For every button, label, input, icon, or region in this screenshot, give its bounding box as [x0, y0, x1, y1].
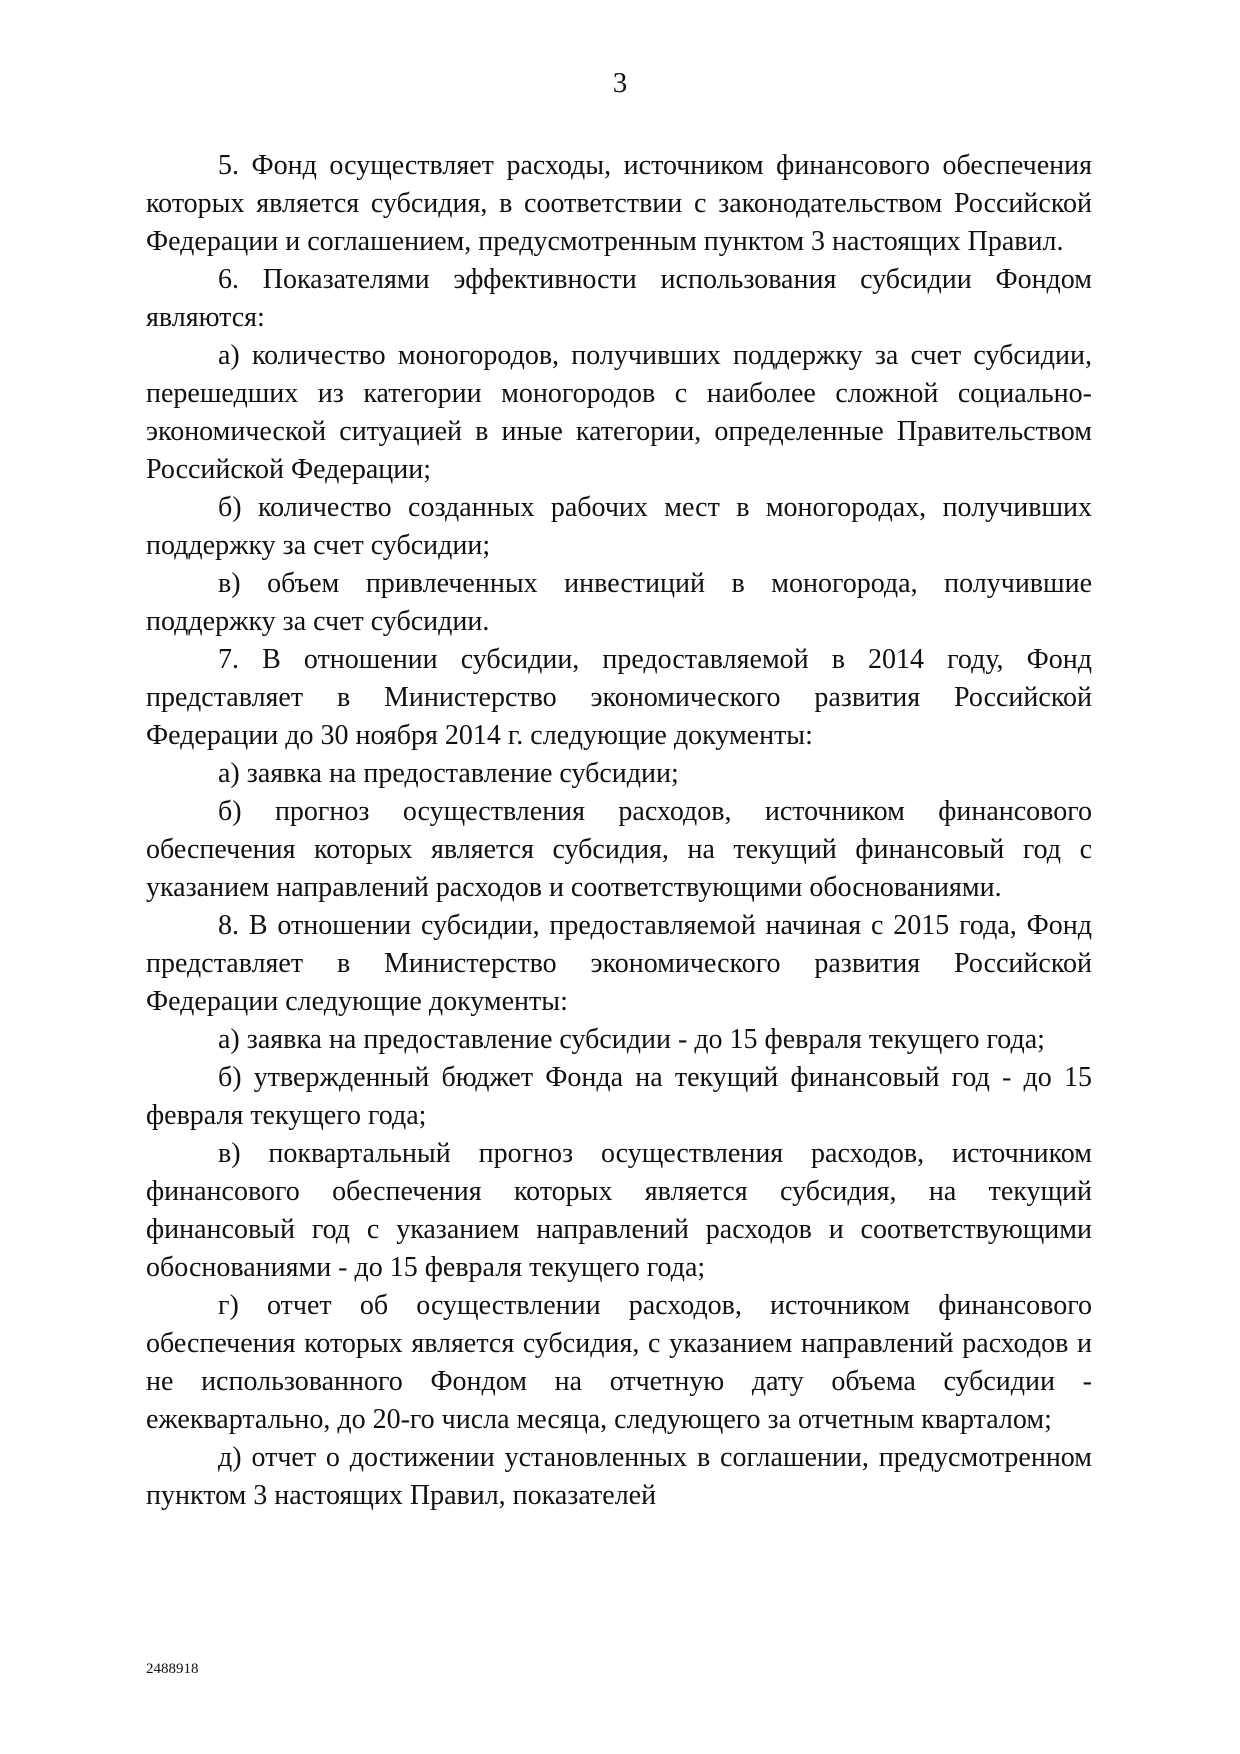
page-number: 3: [612, 67, 628, 99]
paragraph-8: 8. В отношении субсидии, предоставляемой начиная с 2015 года, Фонд представляет в Министерство экономического развития Российской Федерации следующие документы:: [146, 910, 1092, 1017]
paragraph-7: 7. В отношении субсидии, предоставляемой в 2014 году, Фонд представляет в Министерство экономического развития Российской Федерации до 30 ноября 2014 г. следующие документы:: [146, 644, 1092, 751]
paragraph-6v: в) объем привлеченных инвестиций в моногорода, получившие поддержку за счет субсидии.: [146, 568, 1092, 637]
paragraph-6b: б) количество созданных рабочих мест в моногородах, получивших поддержку за счет субсидии;: [146, 492, 1092, 561]
paragraph-8g: г) отчет об осуществлении расходов, источником финансового обеспечения которых является субсидия, с указанием направлений расходов и не использованного Фондом на отчетную дату объема субсидии - ежеквартально, до 20-го числа месяца, следующего за отчетным кварталом;: [146, 1290, 1092, 1435]
paragraph-8b: б) утвержденный бюджет Фонда на текущий финансовый год - до 15 февраля текущего года;: [146, 1062, 1092, 1131]
paragraph-7b: б) прогноз осуществления расходов, источником финансового обеспечения которых является субсидия, на текущий финансовый год с указанием направлений расходов и соответствующими обоснованиями.: [146, 796, 1092, 903]
document-id: 2488918: [146, 1661, 199, 1677]
document-body: [146, 147, 1092, 1515]
paragraph-6a: а) количество моногородов, получивших поддержку за счет субсидии, перешедших из категории моногородов с наиболее сложной социально-экономической ситуацией в иные категории, определенные Правительством Российской Федерации;: [146, 340, 1092, 485]
paragraph-8v: в) поквартальный прогноз осуществления расходов, источником финансового обеспечения которых является субсидия, на текущий финансовый год с указанием направлений расходов и соответствующими обоснованиями - до 15 февраля текущего года;: [146, 1138, 1092, 1283]
paragraph-6: 6. Показателями эффективности использования субсидии Фондом являются:: [146, 264, 1092, 333]
paragraph-7a: а) заявка на предоставление субсидии;: [218, 758, 679, 789]
paragraph-5: 5. Фонд осуществляет расходы, источником финансового обеспечения которых является субсидия, в соответствии с законодательством Российской Федерации и соглашением, предусмотренным пунктом 3 настоящих Правил.: [146, 150, 1092, 257]
paragraph-8d: д) отчет о достижении установленных в соглашении, предусмотренном пунктом 3 настоящих Правил, показателей: [146, 1442, 1092, 1511]
paragraph-8a: а) заявка на предоставление субсидии - до 15 февраля текущего года;: [218, 1024, 1045, 1055]
